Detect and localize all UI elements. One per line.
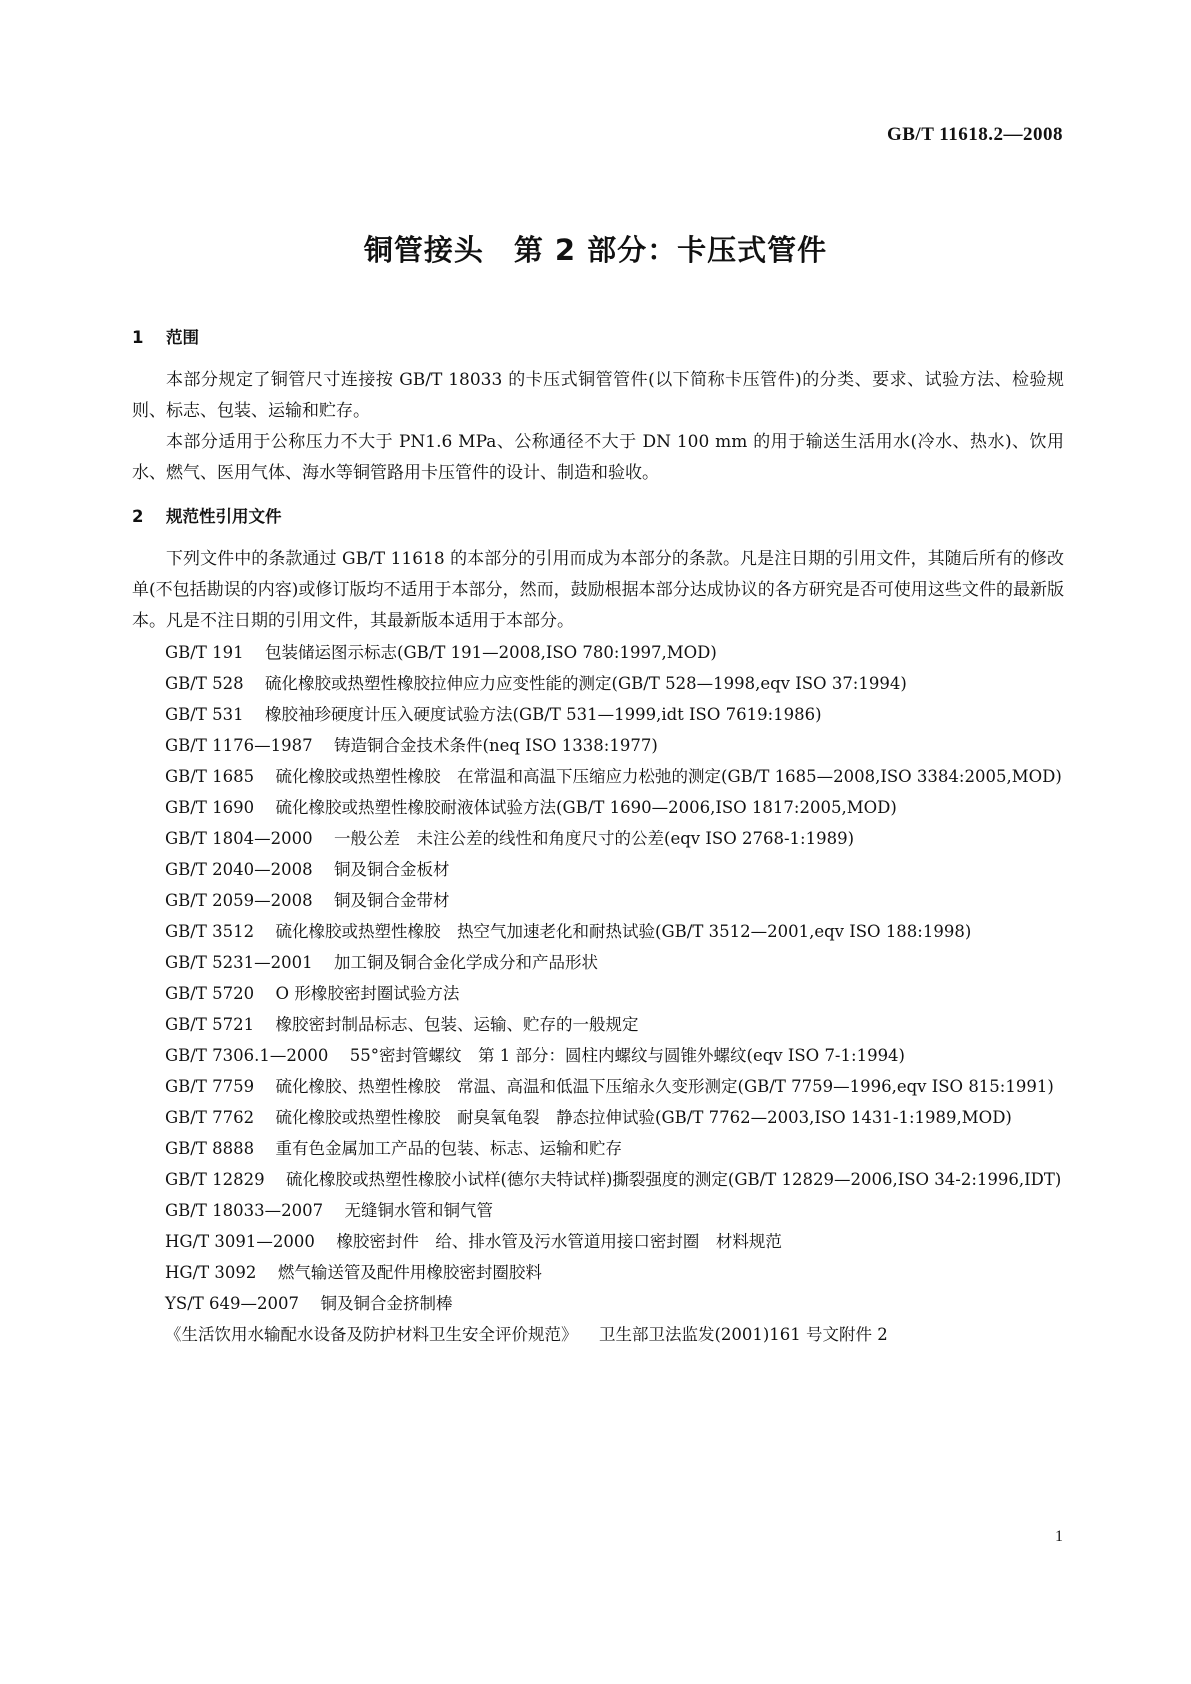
document-title: 铜管接头 第 2 部分：卡压式管件	[363, 233, 828, 267]
reference-item	[132, 947, 1064, 978]
reference-title: 硫化橡胶或热塑性橡胶 热空气加速老化和耐热试验(GB/T 3512—2001,eqv ISO 188:1998)	[275, 922, 972, 941]
reference-item	[132, 1102, 1064, 1133]
section-1-body	[132, 365, 1064, 489]
reference-item	[132, 637, 1064, 668]
reference-item	[132, 699, 1064, 730]
reference-item	[132, 668, 1064, 699]
reference-title: 橡胶袖珍硬度计压入硬度试验方法(GB/T 531—1999,idt ISO 7619:1986)	[265, 705, 822, 724]
reference-title: 硫化橡胶或热塑性橡胶拉伸应力应变性能的测定(GB/T 528—1998,eqv ISO 37:1994)	[265, 674, 907, 693]
reference-code: GB/T 2040—2008	[165, 860, 313, 879]
reference-code: GB/T 7762	[165, 1108, 255, 1127]
page-number: 1	[1055, 1528, 1063, 1545]
reference-code: GB/T 2059—2008	[165, 891, 313, 910]
reference-item	[132, 823, 1064, 854]
reference-code: GB/T 18033—2007	[165, 1201, 324, 1220]
reference-title: 燃气输送管及配件用橡胶密封圈胶料	[277, 1263, 542, 1282]
reference-title: 铜及铜合金挤制棒	[320, 1294, 453, 1313]
section-2-title: 规范性引用文件	[166, 507, 282, 526]
reference-item	[132, 730, 1064, 761]
reference-title: 无缝铜水管和铜气管	[344, 1201, 494, 1220]
reference-title: 硫化橡胶或热塑性橡胶 耐臭氧龟裂 静态拉伸试验(GB/T 7762—2003,ISO 1431-1:1989,MOD)	[275, 1108, 1012, 1127]
reference-title: 硫化橡胶或热塑性橡胶耐液体试验方法(GB/T 1690—2006,ISO 1817:2005,MOD)	[275, 798, 897, 817]
reference-item	[132, 1226, 1064, 1257]
scope-paragraph: 本部分适用于公称压力不大于 PN1.6 MPa、公称通径不大于 DN 100 mm 的用于输送生活用水(冷水、热水)、饮用水、燃气、医用气体、海水等铜管路用卡压管件的设计、制造和验收。	[132, 432, 1064, 483]
scope-paragraph: 本部分规定了铜管尺寸连接按 GB/T 18033 的卡压式铜管管件(以下简称卡压管件)的分类、要求、试验方法、检验规则、标志、包装、运输和贮存。	[132, 370, 1064, 421]
reference-item	[132, 1009, 1064, 1040]
reference-title: 卫生部卫法监发(2001)161 号文附件 2	[598, 1325, 888, 1344]
reference-code: GB/T 1690	[165, 798, 255, 817]
section-1-title: 范围	[166, 328, 199, 347]
reference-code: GB/T 8888	[165, 1139, 255, 1158]
reference-item	[132, 885, 1064, 916]
reference-item	[132, 1071, 1064, 1102]
reference-code: HG/T 3091—2000	[165, 1232, 315, 1251]
document-body	[132, 322, 1064, 1350]
section-2-heading	[132, 501, 1064, 532]
reference-item	[132, 978, 1064, 1009]
reference-title: 重有色金属加工产品的包装、标志、运输和贮存	[275, 1139, 623, 1158]
reference-item	[132, 1040, 1064, 1071]
reference-code: GB/T 7306.1—2000	[165, 1046, 329, 1065]
reference-item	[132, 1195, 1064, 1226]
reference-code: GB/T 531	[165, 705, 244, 724]
reference-item	[132, 916, 1064, 947]
reference-code: GB/T 7759	[165, 1077, 255, 1096]
reference-item	[132, 854, 1064, 885]
reference-code: GB/T 12829	[165, 1170, 265, 1189]
reference-code: GB/T 191	[165, 643, 244, 662]
reference-code: GB/T 1804—2000	[165, 829, 313, 848]
reference-item	[132, 1288, 1064, 1319]
reference-title: 橡胶密封制品标志、包装、运输、贮存的一般规定	[275, 1015, 639, 1034]
reference-title: O 形橡胶密封圈试验方法	[275, 984, 460, 1003]
reference-list	[132, 637, 1064, 1350]
reference-title: 55°密封管螺纹 第 1 部分：圆柱内螺纹与圆锥外螺纹(eqv ISO 7-1:1994)	[349, 1046, 905, 1065]
reference-title: 硫化橡胶或热塑性橡胶 在常温和高温下压缩应力松弛的测定(GB/T 1685—2008,ISO 3384:2005,MOD)	[275, 767, 1062, 786]
reference-code: GB/T 5720	[165, 984, 255, 1003]
reference-title: 铸造铜合金技术条件(neq ISO 1338:1977)	[334, 736, 658, 755]
section-2-number: 2	[132, 507, 144, 526]
reference-code: GB/T 5231—2001	[165, 953, 313, 972]
reference-code: HG/T 3092	[165, 1263, 257, 1282]
reference-code: GB/T 5721	[165, 1015, 255, 1034]
reference-title: 铜及铜合金带材	[334, 891, 450, 910]
standard-number: GB/T 11618.2—2008	[886, 124, 1063, 145]
reference-code: GB/T 1176—1987	[165, 736, 313, 755]
reference-item	[132, 1319, 1064, 1350]
reference-item	[132, 1133, 1064, 1164]
reference-title: 硫化橡胶或热塑性橡胶小试样(德尔夫特试样)撕裂强度的测定(GB/T 12829—2006,ISO 34-2:1996,IDT)	[286, 1170, 1062, 1189]
reference-code: GB/T 528	[165, 674, 244, 693]
reference-title: 硫化橡胶、热塑性橡胶 常温、高温和低温下压缩永久变形测定(GB/T 7759—1996,eqv ISO 815:1991)	[275, 1077, 1054, 1096]
reference-code: YS/T 649—2007	[165, 1294, 299, 1313]
reference-item	[132, 1164, 1064, 1195]
reference-code: 《生活饮用水输配水设备及防护材料卫生安全评价规范》	[165, 1325, 578, 1344]
reference-code: GB/T 1685	[165, 767, 255, 786]
reference-title: 加工铜及铜合金化学成分和产品形状	[334, 953, 599, 972]
reference-title: 包装储运图示标志(GB/T 191—2008,ISO 780:1997,MOD)	[265, 643, 717, 662]
reference-title: 橡胶密封件 给、排水管及污水管道用接口密封圈 材料规范	[336, 1232, 782, 1251]
reference-item	[132, 761, 1064, 792]
section-1-heading	[132, 322, 1064, 353]
reference-title: 铜及铜合金板材	[334, 860, 450, 879]
reference-title: 一般公差 未注公差的线性和角度尺寸的公差(eqv ISO 2768-1:1989)	[334, 829, 855, 848]
section-1-number: 1	[132, 328, 144, 347]
reference-code: GB/T 3512	[165, 922, 255, 941]
reference-item	[132, 1257, 1064, 1288]
references-intro: 下列文件中的条款通过 GB/T 11618 的本部分的引用而成为本部分的条款。凡是注日期的引用文件，其随后所有的修改单(不包括勘误的内容)或修订版均不适用于本部分，然而，鼓励根据本部分达成协议的各方研究是否可使用这些文件的最新版本。凡是不注日期的引用文件，其最新版本适用于本部分。	[132, 549, 1064, 631]
reference-item	[132, 792, 1064, 823]
